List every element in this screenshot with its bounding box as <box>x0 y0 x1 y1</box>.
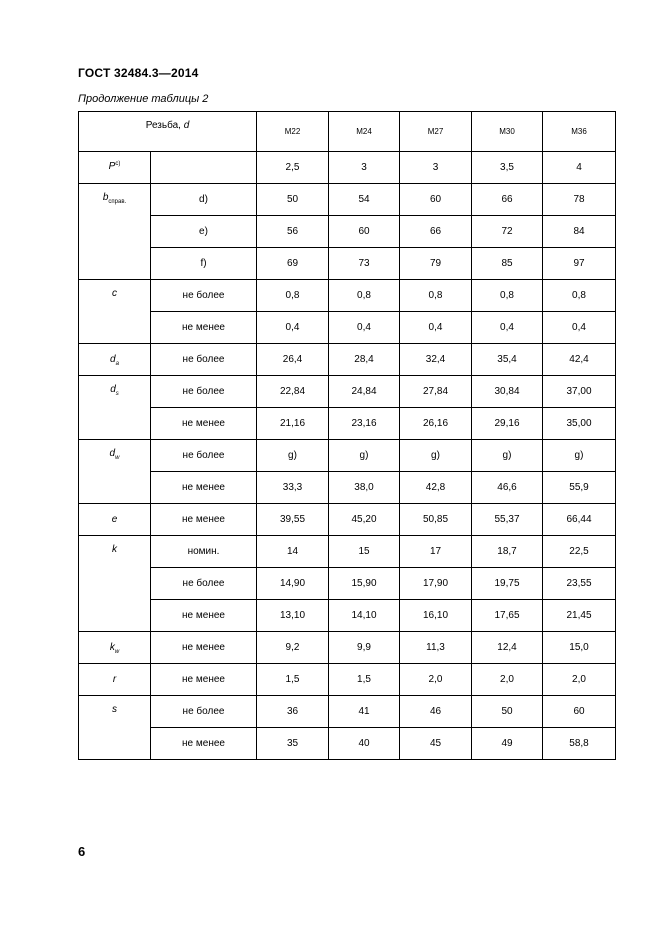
table-cell: 17,65 <box>472 600 543 632</box>
table-cell: 2,0 <box>400 664 472 696</box>
param-e-cell <box>79 504 151 536</box>
row-label: не менее <box>151 504 257 536</box>
table-cell: 2,0 <box>543 664 616 696</box>
param-subscript: s <box>115 391 119 397</box>
table-cell: 50 <box>257 184 329 216</box>
page-number: 6 <box>78 844 86 859</box>
table-cell: 42,4 <box>543 344 616 376</box>
param-symbol: d <box>109 448 116 459</box>
param-subscript: w <box>114 648 120 655</box>
table-cell: 0,8 <box>329 280 400 312</box>
footnote-ref: d) <box>151 184 257 216</box>
table-cell: 60 <box>329 216 400 248</box>
table-row <box>79 344 616 376</box>
param-symbol: d <box>110 353 116 365</box>
param-subscript: a <box>115 360 119 367</box>
table-cell: 73 <box>329 248 400 280</box>
table-row <box>79 216 616 248</box>
table-cell: 55,37 <box>472 504 543 536</box>
table-cell: 22,84 <box>257 376 329 408</box>
thread-variable: d <box>183 120 190 131</box>
table-cell: 50 <box>472 696 543 728</box>
table-cell: 58,8 <box>543 728 616 760</box>
table-cell: 55,9 <box>543 472 616 504</box>
table-cell: 18,7 <box>472 536 543 568</box>
table-cell: 45 <box>400 728 472 760</box>
table-row <box>79 376 616 408</box>
table-cell: 36 <box>257 696 329 728</box>
table-cell: 66 <box>400 216 472 248</box>
table-cell: 2,5 <box>257 152 329 184</box>
table-cell: 4 <box>543 152 616 184</box>
row-label: номин. <box>151 536 257 568</box>
param-r-cell <box>79 664 151 696</box>
table-cell: 97 <box>543 248 616 280</box>
table-cell: 3 <box>400 152 472 184</box>
table-cell: 79 <box>400 248 472 280</box>
param-kw-cell <box>79 632 151 664</box>
table-cell: 23,55 <box>543 568 616 600</box>
param-symbol: e <box>111 513 118 525</box>
row-label: не менее <box>151 664 257 696</box>
table-cell: 14,90 <box>257 568 329 600</box>
table-cell: 40 <box>329 728 400 760</box>
table-header-row <box>79 112 616 152</box>
table-cell: 12,4 <box>472 632 543 664</box>
table-cell: 0,4 <box>472 312 543 344</box>
table-cell: 41 <box>329 696 400 728</box>
table-cell: 66 <box>472 184 543 216</box>
table-cell: 0,4 <box>543 312 616 344</box>
table-cell: 15 <box>329 536 400 568</box>
table-row <box>79 472 616 504</box>
column-header-m36: М36 <box>543 112 616 152</box>
table-cell: 3,5 <box>472 152 543 184</box>
document-header: ГОСТ 32484.3—2014 <box>78 66 199 80</box>
table-row <box>79 536 616 568</box>
table-row <box>79 184 616 216</box>
table-cell: 50,85 <box>400 504 472 536</box>
table-row <box>79 568 616 600</box>
table-cell: 49 <box>472 728 543 760</box>
table-row <box>79 600 616 632</box>
table-cell: 60 <box>543 696 616 728</box>
table-cell: 15,0 <box>543 632 616 664</box>
column-header-m27: М27 <box>400 112 472 152</box>
column-header-m24: М24 <box>329 112 400 152</box>
row-label: не более <box>151 280 257 312</box>
table-row <box>79 440 616 472</box>
table-cell: 35,00 <box>543 408 616 440</box>
table-row <box>79 632 616 664</box>
table-cell: 15,90 <box>329 568 400 600</box>
table-cell: 16,10 <box>400 600 472 632</box>
thread-header-cell <box>79 112 257 152</box>
param-symbol: r <box>112 673 117 685</box>
param-symbol: k <box>112 544 117 555</box>
table-cell: 22,5 <box>543 536 616 568</box>
table-row <box>79 280 616 312</box>
row-label: не менее <box>151 472 257 504</box>
table-cell: 21,16 <box>257 408 329 440</box>
param-symbol: k <box>109 641 115 653</box>
table-cell: 46,6 <box>472 472 543 504</box>
table-cell: 11,3 <box>400 632 472 664</box>
param-p-cell <box>79 152 151 184</box>
table-cell: 69 <box>257 248 329 280</box>
table-cell: 60 <box>400 184 472 216</box>
table-row <box>79 152 616 184</box>
table-cell: 0,8 <box>543 280 616 312</box>
empty-cell <box>151 152 257 184</box>
table-cell: 0,4 <box>329 312 400 344</box>
table-row <box>79 504 616 536</box>
column-header-m22: М22 <box>257 112 329 152</box>
table-cell: 29,16 <box>472 408 543 440</box>
footnote-ref: с) <box>115 161 121 167</box>
table-cell: 3 <box>329 152 400 184</box>
table-cell: 37,00 <box>543 376 616 408</box>
table-row <box>79 728 616 760</box>
table-cell: 85 <box>472 248 543 280</box>
table-cell: 0,8 <box>400 280 472 312</box>
table-cell: 35,4 <box>472 344 543 376</box>
param-symbol: s <box>112 704 117 715</box>
table-row <box>79 664 616 696</box>
footnote-ref: g) <box>472 440 543 472</box>
param-ds-cell <box>79 376 151 440</box>
dimensions-table <box>78 111 616 760</box>
table-cell: 9,9 <box>329 632 400 664</box>
footnote-ref: f) <box>151 248 257 280</box>
param-symbol: b <box>102 192 109 203</box>
footnote-ref: е) <box>151 216 257 248</box>
param-symbol: c <box>112 288 117 299</box>
table-cell: 26,16 <box>400 408 472 440</box>
footnote-ref: g) <box>257 440 329 472</box>
table-cell: 66,44 <box>543 504 616 536</box>
row-label: не более <box>151 440 257 472</box>
table-cell: 27,84 <box>400 376 472 408</box>
table-cell: 56 <box>257 216 329 248</box>
table-cell: 39,55 <box>257 504 329 536</box>
footnote-ref: g) <box>400 440 472 472</box>
table-cell: 0,8 <box>257 280 329 312</box>
param-symbol: d <box>110 384 116 395</box>
table-cell: 42,8 <box>400 472 472 504</box>
row-label: не более <box>151 696 257 728</box>
param-k-cell <box>79 536 151 632</box>
table-cell: 28,4 <box>329 344 400 376</box>
table-cell: 84 <box>543 216 616 248</box>
table-cell: 30,84 <box>472 376 543 408</box>
table-cell: 17,90 <box>400 568 472 600</box>
table-row <box>79 248 616 280</box>
row-label: не менее <box>151 728 257 760</box>
table-cell: 1,5 <box>329 664 400 696</box>
param-s-cell <box>79 696 151 760</box>
footnote-ref: g) <box>329 440 400 472</box>
row-label: не менее <box>151 632 257 664</box>
table-cell: 19,75 <box>472 568 543 600</box>
table-cell: 0,8 <box>472 280 543 312</box>
table-cell: 33,3 <box>257 472 329 504</box>
table-cell: 1,5 <box>257 664 329 696</box>
table-row <box>79 696 616 728</box>
param-b-cell <box>79 184 151 280</box>
row-label: не менее <box>151 600 257 632</box>
row-label: не более <box>151 568 257 600</box>
table-cell: 21,45 <box>543 600 616 632</box>
table-cell: 14,10 <box>329 600 400 632</box>
footnote-ref: g) <box>543 440 616 472</box>
table-cell: 14 <box>257 536 329 568</box>
table-cell: 9,2 <box>257 632 329 664</box>
param-subscript: справ. <box>108 199 127 205</box>
table-cell: 46 <box>400 696 472 728</box>
table-cell: 0,4 <box>400 312 472 344</box>
thread-label: Резьба, <box>145 120 181 131</box>
column-header-m30: М30 <box>472 112 543 152</box>
table-cell: 38,0 <box>329 472 400 504</box>
param-c-cell <box>79 280 151 344</box>
table-cell: 2,0 <box>472 664 543 696</box>
param-da-cell <box>79 344 151 376</box>
table-row <box>79 408 616 440</box>
param-symbol: P <box>108 161 116 172</box>
row-label: не менее <box>151 312 257 344</box>
table-cell: 26,4 <box>257 344 329 376</box>
row-label: не более <box>151 344 257 376</box>
row-label: не более <box>151 376 257 408</box>
table-cell: 78 <box>543 184 616 216</box>
table-cell: 24,84 <box>329 376 400 408</box>
table-cell: 35 <box>257 728 329 760</box>
param-subscript: w <box>115 455 120 461</box>
table-cell: 23,16 <box>329 408 400 440</box>
table-cell: 72 <box>472 216 543 248</box>
table-cell: 0,4 <box>257 312 329 344</box>
table-cell: 17 <box>400 536 472 568</box>
table-cell: 13,10 <box>257 600 329 632</box>
table-cell: 45,20 <box>329 504 400 536</box>
table-caption: Продолжение таблицы 2 <box>78 93 209 105</box>
table-cell: 54 <box>329 184 400 216</box>
row-label: не менее <box>151 408 257 440</box>
table-cell: 32,4 <box>400 344 472 376</box>
param-dw-cell <box>79 440 151 504</box>
table-row <box>79 312 616 344</box>
